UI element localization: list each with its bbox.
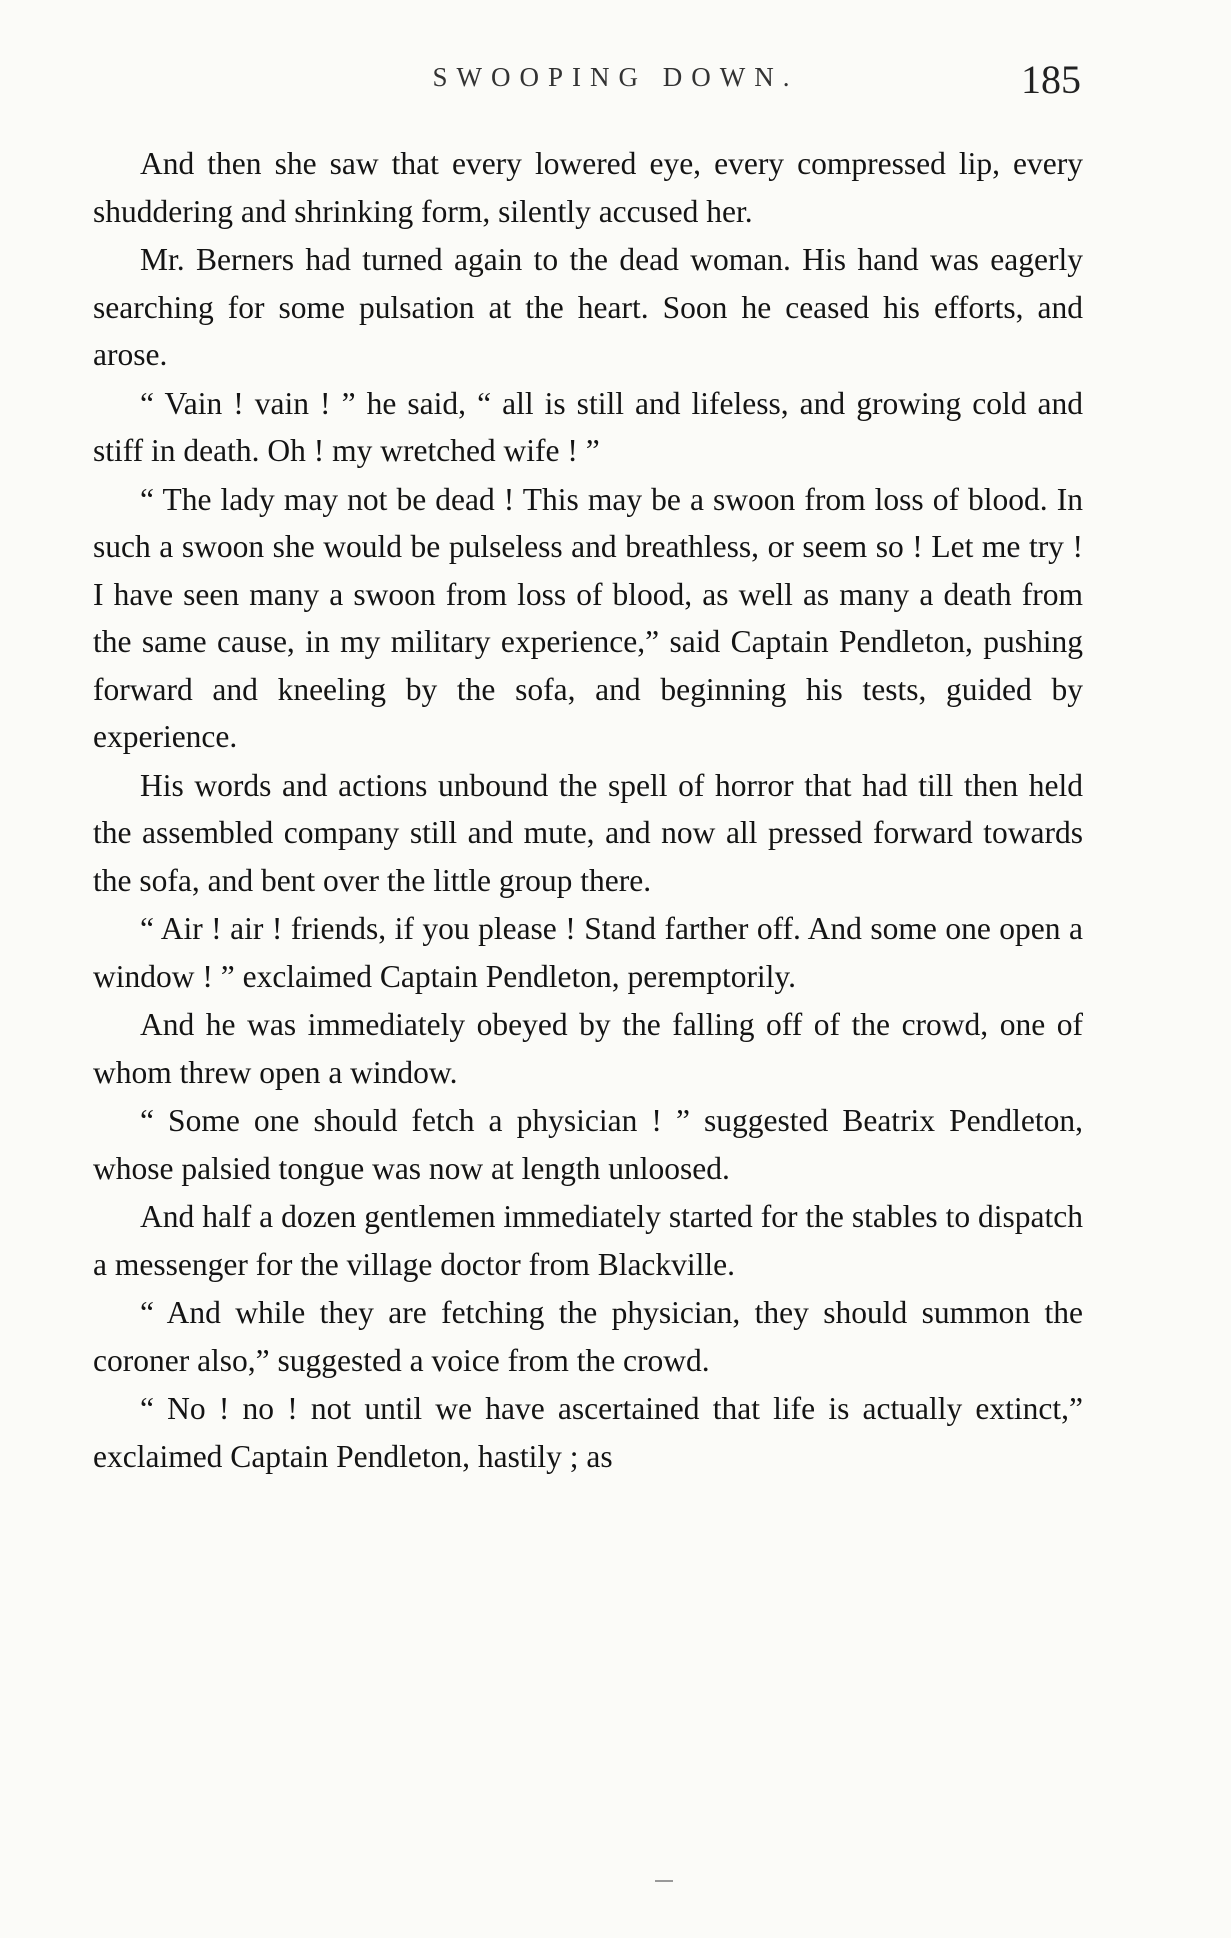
paragraph: “ Vain ! vain ! ” he said, “ all is still and lifeless, and growing cold and stiff in death. Oh ! my wretched wife ! ” [93,385,1083,468]
paragraph: “ Air ! air ! friends, if you please ! Stand farther off. And some one open a window ! ” exclaimed Captain Pendleton, peremptorily. [93,911,1083,994]
paragraph: And then she saw that every lowered eye, every compressed lip, every shuddering and shrinking form, silently accused her. [93,146,1083,229]
page-number: 185 [1021,57,1081,102]
paragraph: “ Some one should fetch a physician ! ” suggested Beatrix Pendleton, whose palsied tongue was now at length unloosed. [93,1103,1083,1186]
paragraph: “ The lady may not be dead ! This may be a swoon from loss of blood. In such a swoon she would be pulseless and breathless, or seem so ! Let me try ! I have seen many a swoon from loss of blood, as well as many a death from the same cause, in my military experience,” said Captain Pendleton, pushing forward and kneeling by the sofa, and beginning his tests, guided by experience. [93,481,1083,754]
footer-ink-mark [655,1880,673,1882]
paragraph: “ And while they are fetching the physician, they should summon the coroner also,” suggested a voice from the crowd. [93,1295,1083,1378]
paragraph: “ No ! no ! not until we have ascertained that life is actually extinct,” exclaimed Captain Pendleton, hastily ; as [93,1391,1083,1474]
body-text [93,140,1083,1481]
paragraph: And half a dozen gentlemen immediately started for the stables to dispatch a messenger for the village doctor from Blackville. [93,1199,1083,1282]
paragraph: Mr. Berners had turned again to the dead woman. His hand was eagerly searching for some pulsation at the heart. Soon he ceased his efforts, and arose. [93,242,1083,372]
running-title: SWOOPING DOWN. [432,62,799,92]
paragraph: His words and actions unbound the spell of horror that had till then held the assembled company still and mute, and now all pressed forward towards the sofa, and bent over the little group there. [93,767,1083,898]
paragraph: And he was immediately obeyed by the falling off of the crowd, one of whom threw open a window. [93,1007,1083,1090]
running-head [0,57,1231,106]
